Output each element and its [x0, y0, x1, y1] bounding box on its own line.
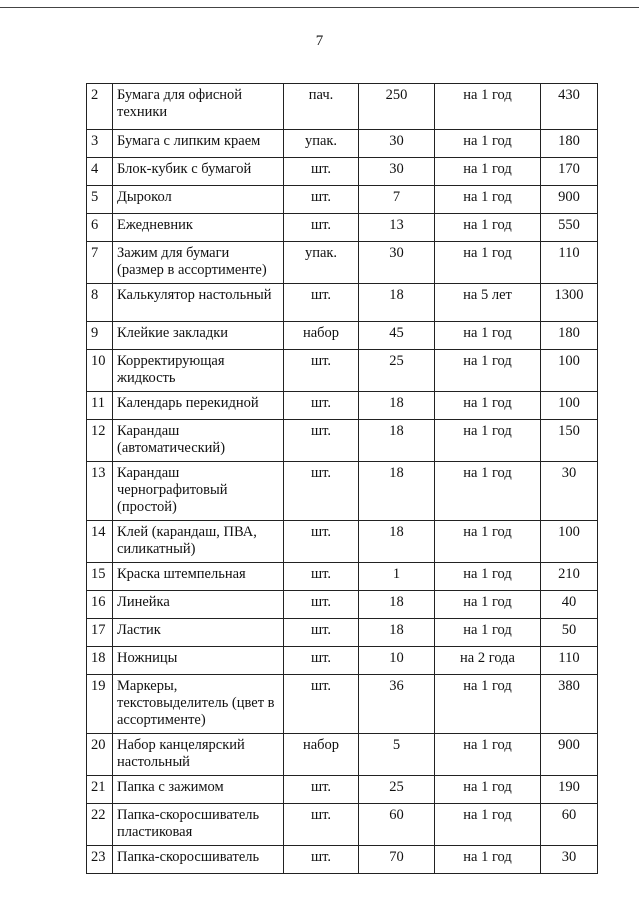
item-unit: шт.: [284, 776, 359, 804]
item-name: Линейка: [113, 591, 284, 619]
item-unit: шт.: [284, 462, 359, 521]
table-row: [87, 563, 598, 591]
table-row: [87, 776, 598, 804]
row-number: 7: [87, 242, 113, 284]
item-unit: шт.: [284, 284, 359, 322]
item-price: 430: [541, 84, 598, 130]
item-price: 190: [541, 776, 598, 804]
item-unit: шт.: [284, 619, 359, 647]
item-term: на 1 год: [435, 350, 541, 392]
table-row: [87, 158, 598, 186]
item-price: 210: [541, 563, 598, 591]
row-number: 18: [87, 647, 113, 675]
table-row: [87, 350, 598, 392]
item-quantity: 70: [359, 846, 435, 874]
row-number: 15: [87, 563, 113, 591]
item-term: на 1 год: [435, 804, 541, 846]
item-price: 40: [541, 591, 598, 619]
item-price: 110: [541, 242, 598, 284]
table-row: [87, 675, 598, 734]
item-quantity: 18: [359, 591, 435, 619]
table-row: [87, 591, 598, 619]
item-unit: шт.: [284, 420, 359, 462]
item-price: 550: [541, 214, 598, 242]
item-name: Клей (карандаш, ПВА, силикатный): [113, 521, 284, 563]
table-row: [87, 462, 598, 521]
item-quantity: 18: [359, 420, 435, 462]
item-price: 50: [541, 619, 598, 647]
item-name: Ножницы: [113, 647, 284, 675]
top-rule: [0, 7, 639, 8]
table-row: [87, 804, 598, 846]
item-name: Бумага с липким краем: [113, 130, 284, 158]
item-quantity: 13: [359, 214, 435, 242]
item-quantity: 18: [359, 392, 435, 420]
item-name: Клейкие закладки: [113, 322, 284, 350]
item-price: 170: [541, 158, 598, 186]
row-number: 12: [87, 420, 113, 462]
item-term: на 1 год: [435, 619, 541, 647]
item-unit: упак.: [284, 242, 359, 284]
item-term: на 1 год: [435, 591, 541, 619]
item-name: Бумага для офисной техники: [113, 84, 284, 130]
item-term: на 1 год: [435, 84, 541, 130]
item-price: 900: [541, 186, 598, 214]
item-unit: шт.: [284, 392, 359, 420]
table-row: [87, 647, 598, 675]
item-quantity: 36: [359, 675, 435, 734]
item-name: Блок-кубик с бумагой: [113, 158, 284, 186]
item-unit: упак.: [284, 130, 359, 158]
item-quantity: 60: [359, 804, 435, 846]
item-term: на 1 год: [435, 186, 541, 214]
row-number: 2: [87, 84, 113, 130]
page-number: 7: [315, 33, 324, 49]
item-price: 180: [541, 322, 598, 350]
table-row: [87, 392, 598, 420]
item-unit: шт.: [284, 521, 359, 563]
row-number: 10: [87, 350, 113, 392]
table-row: [87, 521, 598, 563]
item-price: 60: [541, 804, 598, 846]
item-term: на 1 год: [435, 675, 541, 734]
item-name: Зажим для бумаги (размер в ассортименте): [113, 242, 284, 284]
item-name: Карандаш (автоматический): [113, 420, 284, 462]
table-row: [87, 619, 598, 647]
item-name: Ластик: [113, 619, 284, 647]
item-term: на 1 год: [435, 130, 541, 158]
row-number: 17: [87, 619, 113, 647]
item-quantity: 18: [359, 462, 435, 521]
item-unit: шт.: [284, 158, 359, 186]
table-row: [87, 846, 598, 874]
item-unit: шт.: [284, 647, 359, 675]
table-row: [87, 186, 598, 214]
item-name: Дырокол: [113, 186, 284, 214]
item-quantity: 7: [359, 186, 435, 214]
item-name: Календарь перекидной: [113, 392, 284, 420]
item-quantity: 18: [359, 619, 435, 647]
supply-table: [86, 83, 598, 874]
item-name: Маркеры, текстовыделитель (цвет в ассортименте): [113, 675, 284, 734]
item-term: на 1 год: [435, 214, 541, 242]
item-term: на 1 год: [435, 521, 541, 563]
table-body: [87, 84, 598, 874]
item-unit: пач.: [284, 84, 359, 130]
row-number: 5: [87, 186, 113, 214]
table-row: [87, 214, 598, 242]
item-unit: шт.: [284, 675, 359, 734]
item-price: 900: [541, 734, 598, 776]
item-price: 100: [541, 392, 598, 420]
row-number: 23: [87, 846, 113, 874]
row-number: 4: [87, 158, 113, 186]
item-quantity: 18: [359, 521, 435, 563]
item-name: Калькулятор настольный: [113, 284, 284, 322]
row-number: 20: [87, 734, 113, 776]
row-number: 6: [87, 214, 113, 242]
item-price: 100: [541, 350, 598, 392]
row-number: 22: [87, 804, 113, 846]
item-term: на 1 год: [435, 846, 541, 874]
table-row: [87, 284, 598, 322]
item-price: 1300: [541, 284, 598, 322]
item-term: на 2 года: [435, 647, 541, 675]
item-unit: шт.: [284, 846, 359, 874]
item-quantity: 30: [359, 242, 435, 284]
item-unit: шт.: [284, 186, 359, 214]
item-quantity: 25: [359, 350, 435, 392]
table-row: [87, 734, 598, 776]
item-quantity: 18: [359, 284, 435, 322]
row-number: 11: [87, 392, 113, 420]
item-term: на 1 год: [435, 242, 541, 284]
item-term: на 1 год: [435, 322, 541, 350]
table-row: [87, 84, 598, 130]
item-unit: шт.: [284, 214, 359, 242]
row-number: 9: [87, 322, 113, 350]
item-name: Папка-скоросшиватель пластиковая: [113, 804, 284, 846]
item-name: Корректирующая жидкость: [113, 350, 284, 392]
item-name: Папка с зажимом: [113, 776, 284, 804]
item-unit: шт.: [284, 563, 359, 591]
row-number: 8: [87, 284, 113, 322]
item-quantity: 10: [359, 647, 435, 675]
item-term: на 1 год: [435, 563, 541, 591]
item-unit: шт.: [284, 591, 359, 619]
item-quantity: 45: [359, 322, 435, 350]
table-row: [87, 242, 598, 284]
item-term: на 1 год: [435, 158, 541, 186]
item-quantity: 5: [359, 734, 435, 776]
item-price: 100: [541, 521, 598, 563]
table-row: [87, 420, 598, 462]
item-unit: набор: [284, 322, 359, 350]
row-number: 16: [87, 591, 113, 619]
item-quantity: 25: [359, 776, 435, 804]
item-price: 150: [541, 420, 598, 462]
item-term: на 1 год: [435, 776, 541, 804]
item-unit: шт.: [284, 804, 359, 846]
item-name: Ежедневник: [113, 214, 284, 242]
table-row: [87, 322, 598, 350]
item-unit: шт.: [284, 350, 359, 392]
item-price: 30: [541, 462, 598, 521]
item-name: Набор канцелярский настольный: [113, 734, 284, 776]
item-term: на 5 лет: [435, 284, 541, 322]
item-quantity: 250: [359, 84, 435, 130]
item-name: Папка-скоросшиватель: [113, 846, 284, 874]
item-term: на 1 год: [435, 392, 541, 420]
item-term: на 1 год: [435, 734, 541, 776]
item-name: Карандаш чернографитовый (простой): [113, 462, 284, 521]
row-number: 13: [87, 462, 113, 521]
item-term: на 1 год: [435, 420, 541, 462]
item-price: 110: [541, 647, 598, 675]
row-number: 14: [87, 521, 113, 563]
item-quantity: 30: [359, 158, 435, 186]
item-price: 380: [541, 675, 598, 734]
item-unit: набор: [284, 734, 359, 776]
item-quantity: 30: [359, 130, 435, 158]
item-price: 30: [541, 846, 598, 874]
row-number: 21: [87, 776, 113, 804]
item-price: 180: [541, 130, 598, 158]
item-name: Краска штемпельная: [113, 563, 284, 591]
item-quantity: 1: [359, 563, 435, 591]
row-number: 3: [87, 130, 113, 158]
row-number: 19: [87, 675, 113, 734]
table-row: [87, 130, 598, 158]
item-term: на 1 год: [435, 462, 541, 521]
